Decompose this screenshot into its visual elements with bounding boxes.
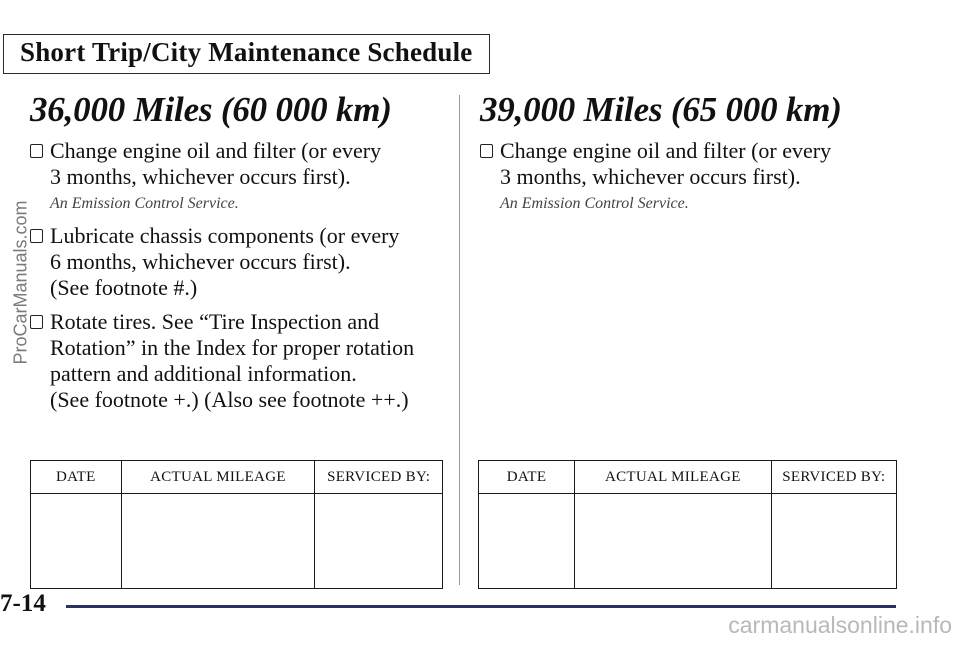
- footer-rule: [66, 605, 896, 608]
- item-text: 3 months, whichever occurs first).: [500, 164, 801, 189]
- header-date: DATE: [479, 461, 575, 494]
- item-text: 6 months, whichever occurs first).: [50, 249, 351, 274]
- checklist-item: [30, 309, 450, 413]
- checklist-item: [30, 223, 450, 301]
- table-row: [31, 494, 443, 589]
- item-text: 3 months, whichever occurs first).: [50, 164, 351, 189]
- item-text: Rotate tires. See “Tire Inspection and: [50, 309, 380, 334]
- column-divider: [459, 95, 460, 585]
- checkbox[interactable]: [30, 229, 43, 243]
- checklist-item: [30, 138, 450, 215]
- watermark-text: ProCarManuals.com: [10, 200, 31, 365]
- serviced-by-cell[interactable]: [771, 494, 896, 589]
- header-actual-mileage: ACTUAL MILEAGE: [121, 461, 315, 494]
- header-serviced-by: SERVICED BY:: [771, 461, 896, 494]
- header-date: DATE: [31, 461, 122, 494]
- date-cell[interactable]: [31, 494, 122, 589]
- header-serviced-by: SERVICED BY:: [315, 461, 443, 494]
- header-actual-mileage: ACTUAL MILEAGE: [575, 461, 771, 494]
- item-text: pattern and additional information.: [50, 361, 357, 386]
- page-header: [3, 34, 490, 74]
- page-number: 7-14: [0, 590, 46, 617]
- mileage-cell[interactable]: [575, 494, 771, 589]
- item-text: Change engine oil and filter (or every: [500, 138, 832, 163]
- service-record-table-36000: [30, 460, 443, 589]
- date-cell[interactable]: [479, 494, 575, 589]
- item-note: An Emission Control Service.: [50, 195, 239, 212]
- page-header-title: Short Trip/City Maintenance Schedule: [20, 37, 473, 67]
- site-footer: carmanualsonline.info: [728, 612, 952, 638]
- section-title-39000: 39,000 Miles (65 000 km): [480, 90, 842, 129]
- checkbox[interactable]: [480, 144, 493, 158]
- section-title-36000: 36,000 Miles (60 000 km): [30, 90, 392, 129]
- service-record-table-39000: [478, 460, 897, 589]
- mileage-cell[interactable]: [121, 494, 315, 589]
- checklist-item: [480, 138, 920, 215]
- serviced-by-cell[interactable]: [315, 494, 443, 589]
- checkbox[interactable]: [30, 315, 43, 329]
- item-text: Change engine oil and filter (or every: [50, 138, 382, 163]
- checkbox[interactable]: [30, 144, 43, 158]
- item-text: (See footnote #.): [50, 275, 198, 300]
- item-text: Lubricate chassis components (or every: [50, 223, 400, 248]
- item-note: An Emission Control Service.: [500, 195, 689, 212]
- right-column: [480, 90, 920, 215]
- item-text: (See footnote +.) (Also see footnote ++.): [50, 387, 409, 412]
- item-text: Rotation” in the Index for proper rotation: [50, 335, 415, 360]
- table-row: [479, 494, 897, 589]
- left-column: [30, 90, 450, 413]
